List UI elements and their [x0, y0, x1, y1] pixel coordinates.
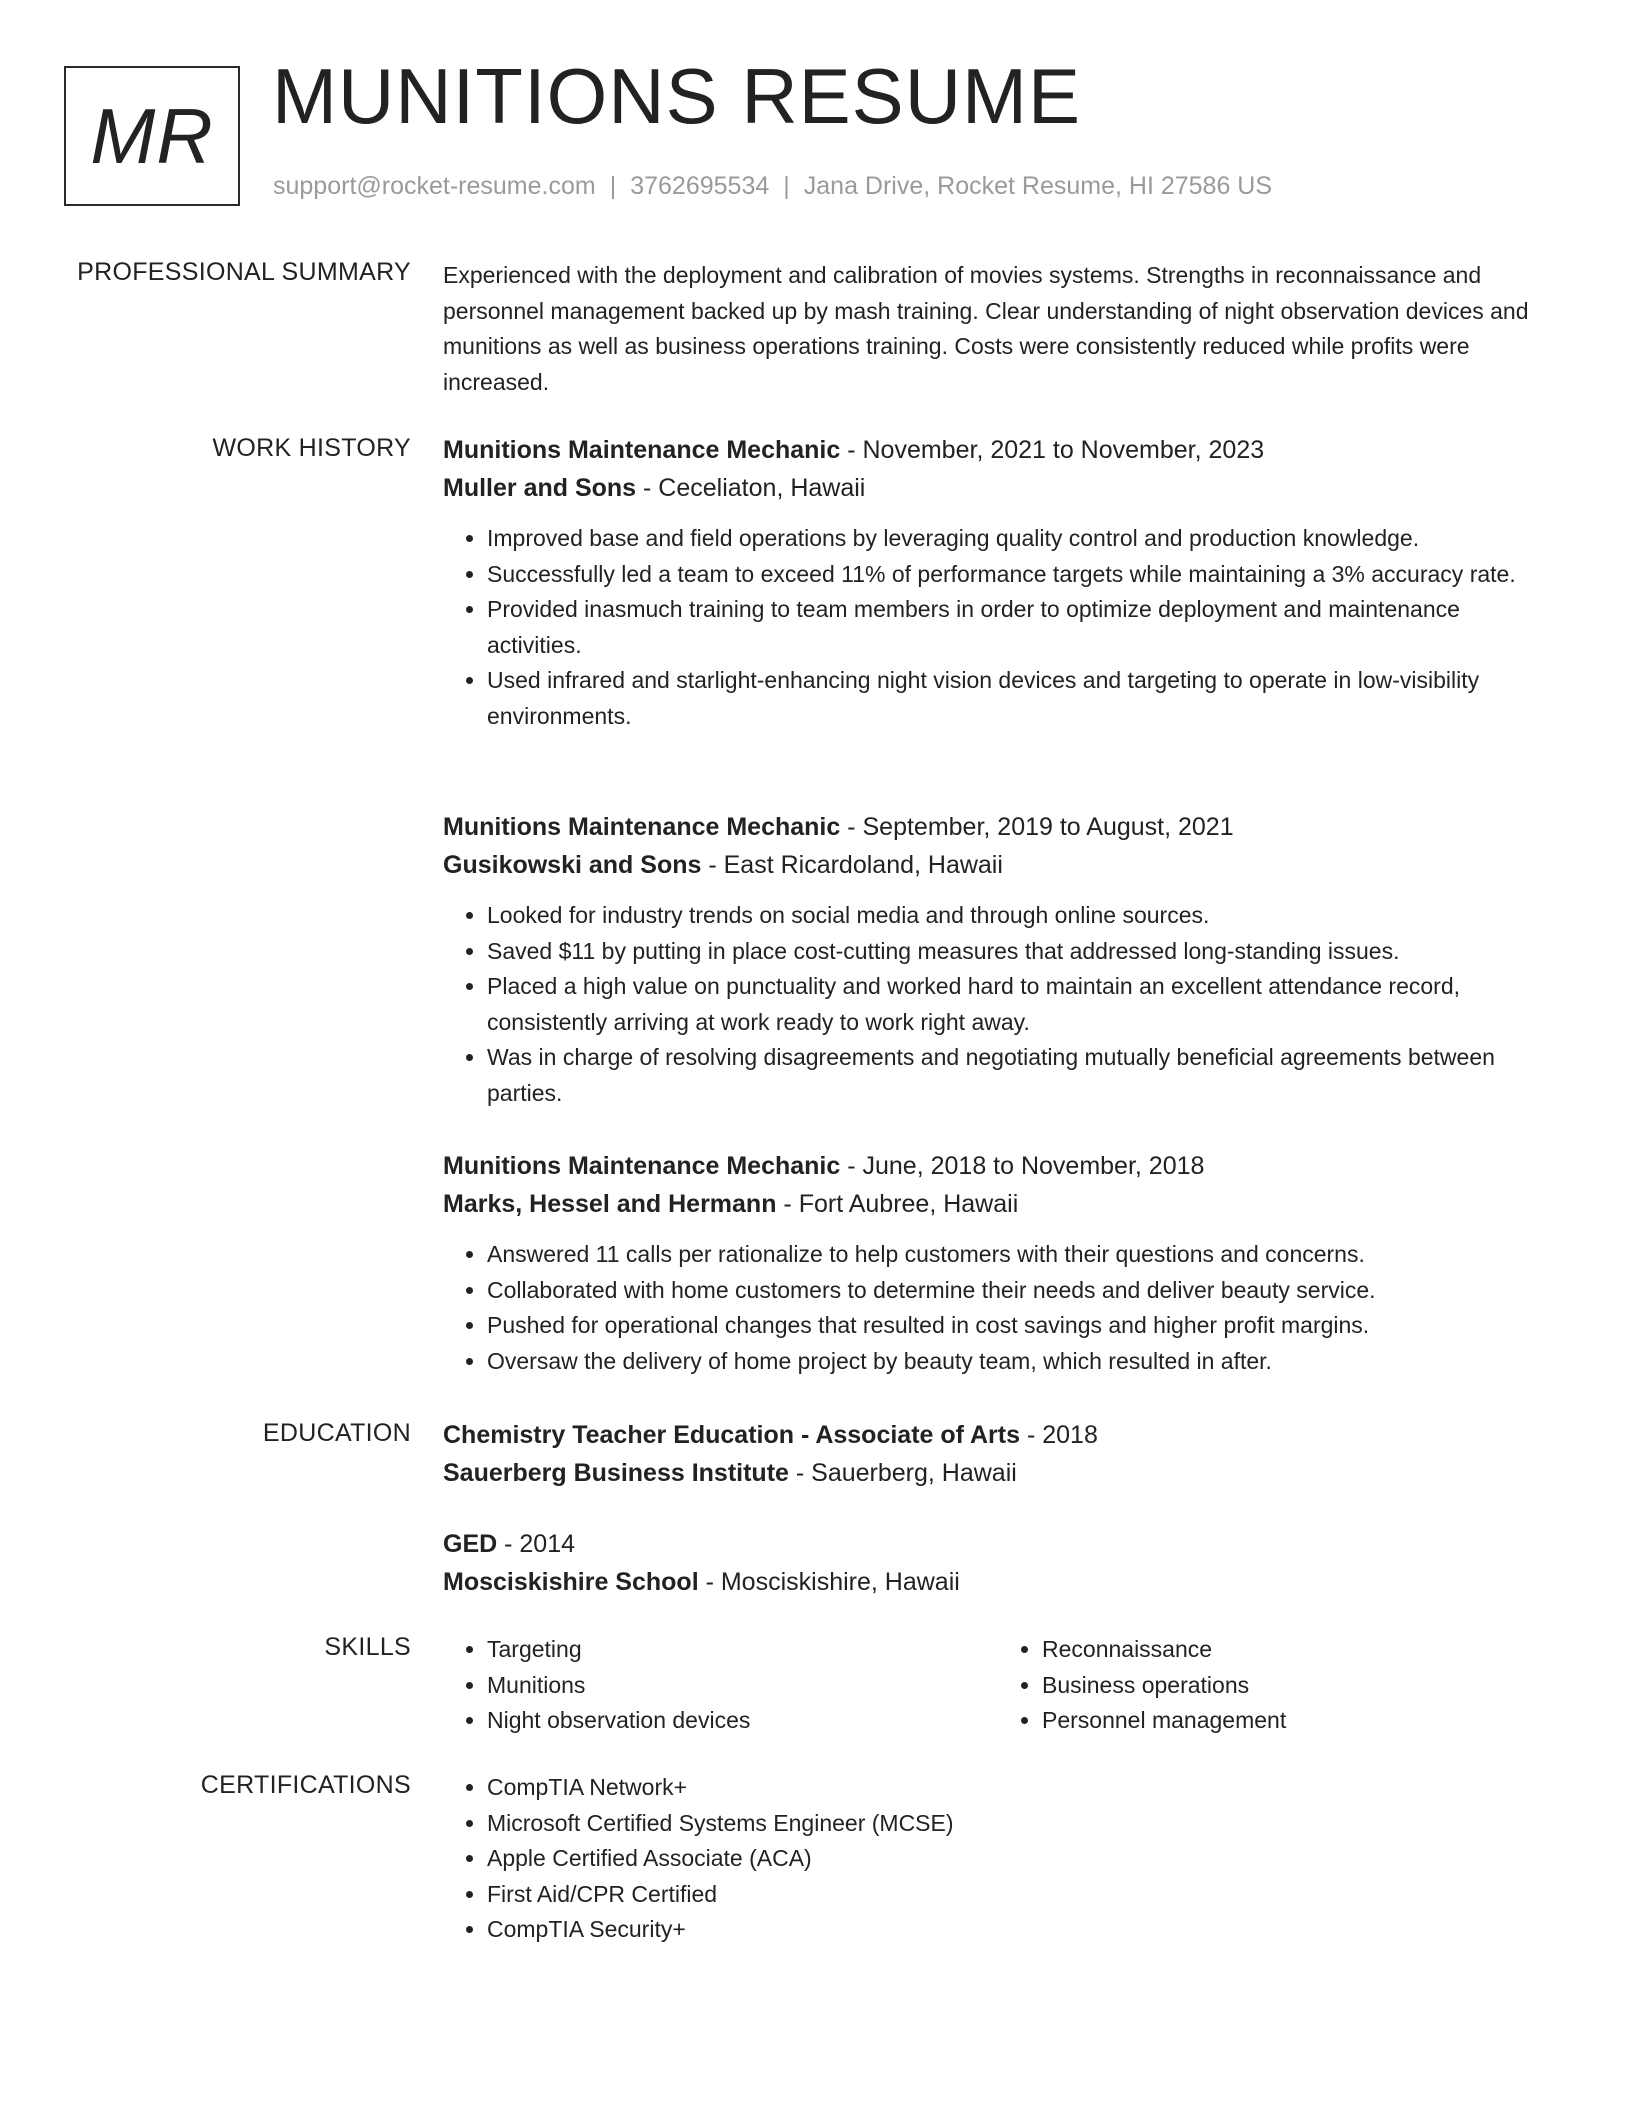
education-entry [443, 1525, 1553, 1601]
job-title: Munitions Maintenance Mechanic [443, 436, 841, 464]
section-label-work-history: WORK HISTORY [212, 434, 411, 462]
job-bullets [443, 1237, 1553, 1379]
list-item: • CompTIA Network+ [487, 1770, 1553, 1806]
list-item: • Night observation devices [487, 1703, 998, 1739]
job-dates: - November, 2021 to November, 2023 [840, 436, 1265, 464]
contact-address: Jana Drive, Rocket Resume, HI 27586 US [803, 172, 1273, 200]
monogram-initials: MR [90, 91, 214, 180]
job-company: Muller and Sons [443, 474, 637, 502]
list-item: • Placed a high value on punctuality and worked hard to maintain an excellent attendance record, consistently arriving at work ready to work right away. [487, 969, 1553, 1040]
resume-name: MUNITIONS RESUME [272, 52, 1082, 140]
job-location: - Fort Aubree, Hawaii [776, 1190, 1019, 1218]
list-item: • Saved $11 by putting in place cost-cutting measures that addressed long-standing issues. [487, 934, 1553, 970]
list-item: • Improved base and field operations by leveraging quality control and production knowledge. [487, 521, 1553, 557]
certifications-list [443, 1770, 1553, 1948]
education-degree-line [443, 1416, 1553, 1454]
job-company-line [443, 469, 1553, 507]
skills-columns [443, 1632, 1553, 1739]
list-item: • Pushed for operational changes that resulted in cost savings and higher profit margins. [487, 1308, 1553, 1344]
contact-email: support@rocket-resume.com [273, 172, 596, 200]
list-item: • Successfully led a team to exceed 11% of performance targets while maintaining a 3% accuracy rate. [487, 557, 1553, 593]
list-item: • Used infrared and starlight-enhancing night vision devices and targeting to operate in low-visibility environments. [487, 663, 1553, 734]
skills-list-right [998, 1632, 1553, 1739]
section-label-summary: PROFESSIONAL SUMMARY [77, 258, 411, 286]
contact-phone: 3762695534 [630, 172, 770, 200]
job-title: Munitions Maintenance Mechanic [443, 813, 841, 841]
list-item: • Apple Certified Associate (ACA) [487, 1841, 1553, 1877]
job-title-line [443, 1147, 1553, 1185]
job-title: Munitions Maintenance Mechanic [443, 1152, 841, 1180]
education-school-line [443, 1454, 1553, 1492]
education-school: Mosciskishire School [443, 1568, 699, 1596]
education-school: Sauerberg Business Institute [443, 1459, 789, 1487]
education-year: - 2014 [497, 1530, 576, 1558]
list-item: • Munitions [487, 1668, 998, 1704]
monogram-box [64, 66, 240, 206]
list-item: • Collaborated with home customers to determine their needs and deliver beauty service. [487, 1273, 1553, 1309]
section-label-education: EDUCATION [262, 1419, 411, 1447]
section-label-certifications: CERTIFICATIONS [200, 1771, 411, 1799]
list-item: • Answered 11 calls per rationalize to help customers with their questions and concerns. [487, 1237, 1553, 1273]
list-item: • Business operations [1042, 1668, 1553, 1704]
job-company: Gusikowski and Sons [443, 851, 702, 879]
education-degree: GED [443, 1530, 498, 1558]
education-year: - 2018 [1020, 1421, 1098, 1449]
job-entry [443, 808, 1553, 1111]
list-item: • Looked for industry trends on social media and through online sources. [487, 898, 1553, 934]
contact-separator: | [609, 172, 617, 200]
job-location: - East Ricardoland, Hawaii [701, 851, 1003, 879]
list-item: • CompTIA Security+ [487, 1912, 1553, 1948]
list-item: • First Aid/CPR Certified [487, 1877, 1553, 1913]
education-degree-line [443, 1525, 1553, 1563]
job-bullets [443, 898, 1553, 1111]
education-degree: Chemistry Teacher Education - Associate of Arts [443, 1421, 1021, 1449]
education-school-line [443, 1563, 1553, 1601]
job-entry [443, 1147, 1553, 1379]
summary-text: Experienced with the deployment and calibration of movies systems. Strengths in reconnaissance and personnel management backed up by mash training. Clear understanding of night observation devices and munitions as well as business operations training. Costs were consistently reduced while profits were increased. [443, 262, 1529, 395]
list-item: • Was in charge of resolving disagreements and negotiating mutually beneficial agreements between parties. [487, 1040, 1553, 1111]
job-company-line [443, 846, 1553, 884]
section-label-skills: SKILLS [324, 1633, 411, 1661]
job-company-line [443, 1185, 1553, 1223]
list-item: • Targeting [487, 1632, 998, 1668]
education-location: - Sauerberg, Hawaii [788, 1459, 1017, 1487]
contact-line [273, 172, 1272, 201]
job-bullets [443, 521, 1553, 734]
job-title-line [443, 808, 1553, 846]
list-item: • Provided inasmuch training to team members in order to optimize deployment and maintenance activities. [487, 592, 1553, 663]
job-dates: - September, 2019 to August, 2021 [840, 813, 1234, 841]
job-entry [443, 431, 1553, 734]
education-entry [443, 1416, 1553, 1492]
list-item: • Oversaw the delivery of home project by beauty team, which resulted in after. [487, 1344, 1553, 1380]
job-title-line [443, 431, 1553, 469]
list-item: • Personnel management [1042, 1703, 1553, 1739]
contact-separator: | [783, 172, 790, 200]
list-item: • Reconnaissance [1042, 1632, 1553, 1668]
education-location: - Mosciskishire, Hawaii [698, 1568, 960, 1596]
job-company: Marks, Hessel and Hermann [443, 1190, 777, 1218]
list-item: • Microsoft Certified Systems Engineer (MCSE) [487, 1806, 1553, 1842]
job-location: - Ceceliaton, Hawaii [636, 474, 866, 502]
skills-list-left [443, 1632, 998, 1739]
job-dates: - June, 2018 to November, 2018 [840, 1152, 1205, 1180]
